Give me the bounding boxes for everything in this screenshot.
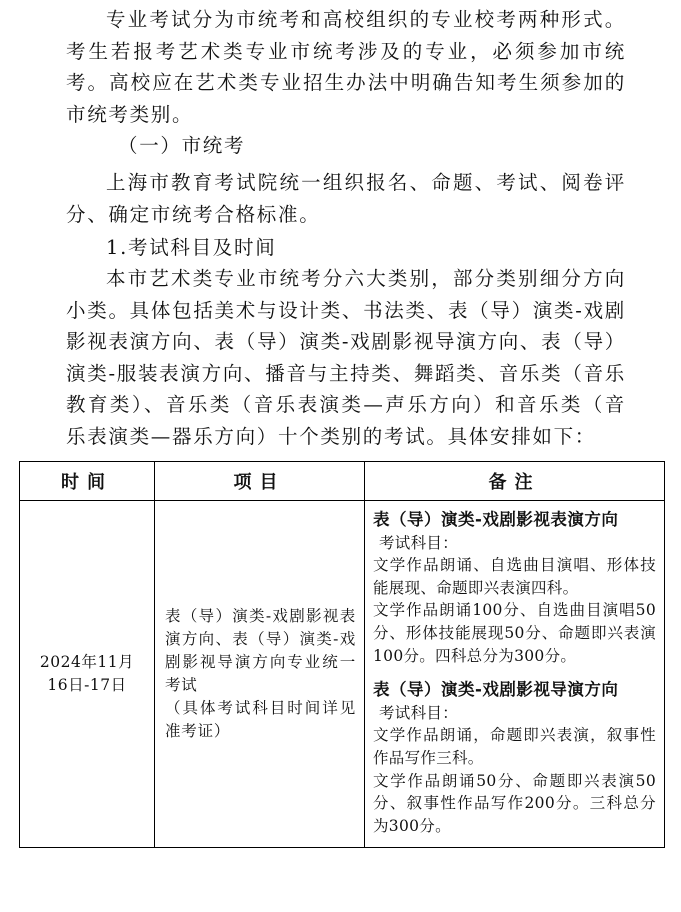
subsection-heading-subjects-time: 1.考试科目及时间 bbox=[106, 236, 277, 259]
cell-note bbox=[365, 501, 665, 848]
note-subjects-directing: 文学作品朗诵，命题即兴表演，叙事性作品写作三科。 bbox=[373, 726, 656, 767]
header-item: 项目 bbox=[155, 462, 365, 501]
section-heading-city-exam: （一）市统考 bbox=[118, 134, 246, 157]
item-note: （具体考试科目时间详见准考证） bbox=[165, 699, 356, 741]
header-time: 时间 bbox=[20, 462, 155, 501]
table-header-row bbox=[20, 462, 665, 501]
exam-date: 2024年11月16日-17日 bbox=[39, 653, 135, 695]
note-subjects-label-directing: 考试科目： bbox=[379, 703, 459, 722]
cell-item bbox=[155, 501, 365, 848]
paragraph-exam-forms: 专业考试分为市统考和高校组织的专业校考两种形式。考生若报考艺术类专业市统考涉及的专业，必须参加市统考。高校应在艺术类专业招生办法中明确告知考生须参加的市统考类别。 bbox=[66, 8, 626, 126]
note-title-directing: 表（导）演类-戏剧影视导演方向 bbox=[373, 680, 619, 700]
table-row bbox=[20, 501, 665, 848]
note-title-acting: 表（导）演类-戏剧影视表演方向 bbox=[373, 510, 619, 529]
paragraph-categories: 本市艺术类专业市统考分六大类别，部分类别细分方向小类。具体包括美术与设计类、书法类、表（导）演类-戏剧影视表演方向、表（导）演类-戏剧影视导演方向、表（导）演类-服装表演方向、播音与主持类、舞蹈类、音乐类（音乐教育类）、音乐类（音乐表演类—声乐方向）和音乐类（音乐表演类—器乐方向）十个类别的考试。具体安排如下： bbox=[66, 267, 626, 448]
note-subjects-acting: 文学作品朗诵、自选曲目演唱、形体技能展现、命题即兴表演四科。 bbox=[373, 556, 656, 597]
paragraph-organizer: 上海市教育考试院统一组织报名、命题、考试、阅卷评分、确定市统考合格标准。 bbox=[66, 171, 626, 226]
note-scores-directing: 文学作品朗诵50分、命题即兴表演50分、叙事性作品写作200分。三科总分为300分。 bbox=[373, 771, 656, 835]
note-subjects-label-acting: 考试科目： bbox=[379, 533, 459, 552]
schedule-table bbox=[19, 461, 665, 848]
cell-time bbox=[20, 501, 155, 848]
header-note: 备注 bbox=[365, 462, 665, 501]
note-scores-acting: 文学作品朗诵100分、自选曲目演唱50分、形体技能展现50分、命题即兴表演100分。四科总分为300分。 bbox=[373, 601, 656, 665]
item-main: 表（导）演类-戏剧影视表演方向、表（导）演类-戏剧影视导演方向专业统一考试 bbox=[165, 607, 356, 695]
